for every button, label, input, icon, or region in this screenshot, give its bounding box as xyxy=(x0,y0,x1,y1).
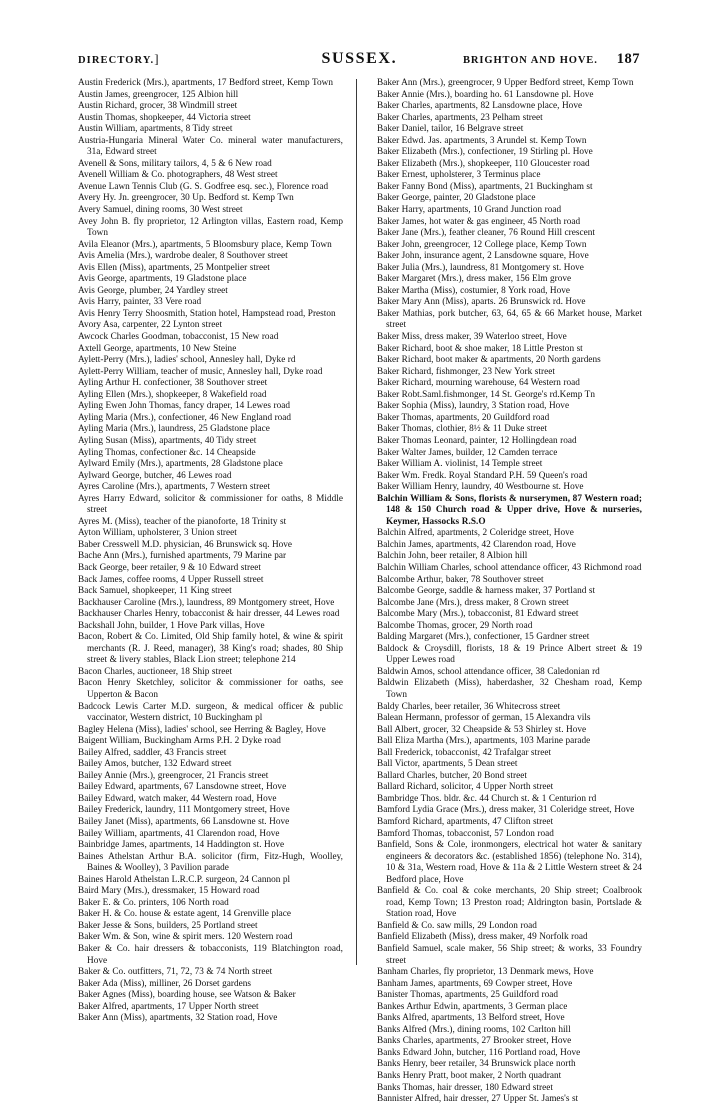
directory-entry: Ball Albert, grocer, 32 Cheapside & 53 Shirley st. Hove xyxy=(377,724,587,735)
directory-entry: Bache Ann (Mrs.), furnished apartments, 79 Marine par xyxy=(78,551,287,562)
directory-entry: Baldwin Amos, school attendance officer, 38 Caledonian rd xyxy=(377,666,600,677)
directory-entry: Austin Frederick (Mrs.), apartments, 17 Bedford street, Kemp Town xyxy=(78,78,333,88)
directory-entry: Banham James, apartments, 69 Cowper street, Hove xyxy=(377,978,573,989)
directory-entry: Balding Margaret (Mrs.), confectioner, 15 Gardner street xyxy=(377,632,590,643)
directory-entry: Baker & Co. outfitters, 71, 72, 73 & 74 North street xyxy=(78,967,273,978)
directory-entry: Baird Mary (Mrs.), dressmaker, 15 Howard road xyxy=(78,886,260,897)
directory-entry: Balchin James, apartments, 42 Clarendon road, Hove xyxy=(377,539,576,550)
directory-entry: Aylett-Perry William, teacher of music, Annesley hall, Dyke road xyxy=(78,366,323,377)
running-head-county-title: SUSSEX. xyxy=(321,50,398,67)
directory-entry: Baker Jane (Mrs.), feather cleaner, 76 Round Hill crescent xyxy=(377,228,595,239)
directory-entry: Baker Richard, boot & shoe maker, 18 Little Preston st xyxy=(377,343,583,354)
directory-entry: Ayling Maria (Mrs.), laundress, 25 Gladstone place xyxy=(78,424,270,435)
directory-entry: Baker Julia (Mrs.), laundress, 81 Montgomery st. Hove xyxy=(377,262,584,273)
directory-entry: Banham Charles, fly proprietor, 13 Denmark mews, Hove xyxy=(377,967,594,978)
directory-entry: Austin William, apartments, 8 Tidy street xyxy=(78,124,233,135)
directory-entry: Ayling Ewen John Thomas, fancy draper, 14 Lewes road xyxy=(78,401,290,412)
directory-entry: Austin Richard, grocer, 38 Windmill street xyxy=(78,101,238,112)
directory-entry: Bannister Alfred, hair dresser, 27 Upper St. James's st xyxy=(377,1094,579,1105)
directory-entry: Ayres M. (Miss), teacher of the pianoforte, 18 Trinity st xyxy=(78,516,287,527)
directory-entry: Baker H. & Co. house & estate agent, 14 Grenville place xyxy=(78,909,291,920)
directory-entry: Baker George, painter, 20 Gladstone place xyxy=(377,193,536,204)
directory-entry: Baker Miss, dress maker, 39 Waterloo street, Hove xyxy=(377,332,567,343)
directory-entry: Bamford Lydia Grace (Mrs.), dress maker, 31 Coleridge street, Hove xyxy=(377,805,635,816)
directory-entry: Ayling Thomas, confectioner &c. 14 Cheapside xyxy=(78,447,256,458)
directory-entry: Banfield & Co. saw mills, 29 London road xyxy=(377,920,537,931)
directory-entry: Bailey Frederick, laundry, 111 Montgomery street, Hove xyxy=(78,805,290,816)
directory-entry: Avory Asa, carpenter, 22 Lynton street xyxy=(78,320,223,331)
directory-entry: Bagley Helena (Miss), ladies' school, see Herring & Bagley, Hove xyxy=(78,724,326,735)
directory-entry: Backhauser Charles Henry, tobacconist & hair dresser, 44 Lewes road xyxy=(78,609,340,620)
directory-entry: Axtell George, apartments, 10 New Steine xyxy=(78,343,237,354)
directory-entry: Balcombe George, saddle & harness maker, 37 Portland st xyxy=(377,586,596,597)
directory-entry: Baker Wm. Fredk. Royal Standard P.H. 59 Queen's road xyxy=(377,470,588,481)
directory-entry: Ball Frederick, tobacconist, 42 Trafalgar street xyxy=(377,747,552,758)
directory-entry: Balchin Alfred, apartments, 2 Coleridge street, Hove xyxy=(377,528,574,539)
directory-entry: Baines Athelstan Arthur B.A. solicitor (firm, Fitz-Hugh, Woolley, Baines & Woolley), 3 Pavilion parade xyxy=(78,851,343,874)
directory-entry: Baker Mathias, pork butcher, 63, 64, 65 & 66 Market house, Market street xyxy=(377,308,642,331)
directory-entry: Baigent William, Buckingham Arms P.H. 2 Dyke road xyxy=(78,736,281,747)
directory-entry: Baker John, greengrocer, 12 College place, Kemp Town xyxy=(377,239,587,250)
directory-entry: Balchin William & Sons, florists & nurserymen, 87 Western road; 148 & 150 Church road & Upper drive, Hove & nurseries, Keymer, Hassocks R.S.O xyxy=(377,493,642,527)
directory-entry: Baker Annie (Mrs.), boarding ho. 61 Lansdowne pl. Hove xyxy=(377,89,594,100)
directory-entry: Banks Thomas, hair dresser, 180 Edward street xyxy=(377,1082,553,1093)
directory-entry: Bamford Richard, apartments, 47 Clifton street xyxy=(377,817,554,827)
directory-entry: Baber Cresswell M.D. physician, 46 Brunswick sq. Hove xyxy=(78,539,293,550)
directory-entry: Balcombe Mary (Mrs.), tobacconist, 81 Edward street xyxy=(377,609,579,620)
column-gutter xyxy=(343,78,377,998)
directory-entry: Baker Alfred, apartments, 17 Upper North street xyxy=(78,1001,259,1012)
directory-entry: Ball Eliza Martha (Mrs.), apartments, 103 Marine parade xyxy=(377,736,591,747)
directory-entry: Baker Harry, apartments, 10 Grand Junction road xyxy=(377,205,562,216)
directory-entry: Backshall John, builder, 1 Hove Park villas, Hove xyxy=(78,620,265,631)
directory-entry: Baker James, hot water & gas engineer, 45 North road xyxy=(377,216,581,227)
directory-entry: Avery Hy. Jn. greengrocer, 30 Up. Bedford st. Kemp Twn xyxy=(78,193,294,204)
directory-entry: Bailey Annie (Mrs.), greengrocer, 21 Francis street xyxy=(78,770,269,781)
directory-entry: Badcock Lewis Carter M.D. surgeon, & medical officer & public vaccinator, Western district, 10 Buckingham pl xyxy=(78,701,343,724)
directory-entry: Baker Elizabeth (Mrs.), shopkeeper, 110 Gloucester road xyxy=(377,158,590,169)
directory-entry: Banks Alfred, apartments, 13 Belford street, Hove xyxy=(377,1013,565,1024)
directory-entry: Austin Thomas, shopkeeper, 44 Victoria street xyxy=(78,112,251,123)
directory-entry: Baker Ada (Miss), milliner, 26 Dorset gardens xyxy=(78,978,252,989)
directory-entry: Backhauser Caroline (Mrs.), laundress, 89 Montgomery street, Hove xyxy=(78,597,335,608)
directory-entry: Ayres Harry Edward, solicitor & commissioner for oaths, 8 Middle street xyxy=(78,493,343,516)
directory-entry: Bankes Arthur Edwin, apartments, 3 German place xyxy=(377,1001,568,1012)
directory-entry: Balean Hermann, professor of german, 15 Alexandra vils xyxy=(377,713,591,724)
directory-entry: Avenue Lawn Tennis Club (G. S. Godfree esq. sec.), Florence road xyxy=(78,181,329,192)
directory-entry: Back James, coffee rooms, 4 Upper Russell street xyxy=(78,574,264,585)
directory-entry: Aylward George, butcher, 46 Lewes road xyxy=(78,470,232,481)
directory-entry: Baker Charles, apartments, 23 Pelham street xyxy=(377,112,543,123)
directory-entry: Ayton William, upholsterer, 3 Union street xyxy=(78,528,237,539)
directory-entry: Baker Martha (Miss), costumier, 8 York road, Hove xyxy=(377,285,571,296)
directory-entry: Baker John, insurance agent, 2 Lansdowne square, Hove xyxy=(377,251,589,262)
directory-entry: Banks Henry Pratt, boot maker, 2 North quadrant xyxy=(377,1071,562,1082)
directory-entry: Banfield Samuel, scale maker, 56 Ship street; & works, 33 Foundry street xyxy=(377,944,642,966)
directory-entry: Balcombe Thomas, grocer, 29 North road xyxy=(377,620,533,631)
directory-entry: Baker Sophia (Miss), laundry, 3 Station road, Hove xyxy=(377,401,570,412)
directory-entry: Back George, beer retailer, 9 & 10 Edward street xyxy=(78,562,261,573)
directory-column-left xyxy=(78,78,343,1025)
directory-entry: Bailey Amos, butcher, 132 Edward street xyxy=(78,759,232,770)
directory-entry: Baker Edwd. Jas. apartments, 3 Arundel st. Kemp Town xyxy=(377,135,587,146)
directory-entry: Baker Ernest, upholsterer, 3 Terminus place xyxy=(377,170,541,181)
directory-columns xyxy=(78,78,642,1105)
directory-entry: Balcombe Arthur, baker, 78 Southover street xyxy=(377,574,544,585)
directory-entry: Avis Amelia (Mrs.), wardrobe dealer, 8 Southover street xyxy=(78,251,288,262)
directory-entry: Bailey Janet (Miss), apartments, 66 Lansdowne st. Hove xyxy=(78,817,290,827)
directory-entry: Avis Henry Terry Shoosmith, Station hotel, Hampstead road, Preston xyxy=(78,308,336,319)
directory-entry: Baker Thomas, clothier, 8½ & 11 Duke street xyxy=(377,424,548,435)
directory-entry: Balchin William Charles, school attendance officer, 43 Richmond road xyxy=(377,562,642,573)
directory-entry: Avis Ellen (Miss), apartments, 25 Montpelier street xyxy=(78,262,270,273)
directory-entry: Baldy Charles, beer retailer, 36 Whitecross street xyxy=(377,701,561,712)
directory-entry: Banks Charles, apartments, 27 Brooker street, Hove xyxy=(377,1036,572,1047)
directory-entry: Avila Eleanor (Mrs.), apartments, 5 Bloomsbury place, Kemp Town xyxy=(78,239,332,250)
directory-entry: Ayling Susan (Miss), apartments, 40 Tidy street xyxy=(78,435,257,446)
directory-entry: Baker Ann (Miss), apartments, 32 Station road, Hove xyxy=(78,1013,278,1024)
directory-entry: Baker Richard, boot maker & apartments, 20 North gardens xyxy=(377,355,601,366)
directory-entry: Banfield, Sons & Cole, ironmongers, electrical hot water & sanitary engineers & decorators &c. (established 1856) (telephone No. 314), 10 & 31a, Western road, Hove & 11a & 2 Little Western street & 24 Bedford place, Hove xyxy=(377,840,642,885)
directory-entry: Bambridge Thos. bldr. &c. 44 Church st. & 1 Centurion rd xyxy=(377,793,597,804)
directory-entry: Bailey Alfred, saddler, 43 Francis street xyxy=(78,747,227,758)
directory-entry: Banks Alfred (Mrs.), dining rooms, 102 Carlton hill xyxy=(377,1024,571,1035)
directory-entry: Avenell & Sons, military tailors, 4, 5 & 6 New road xyxy=(78,158,272,169)
directory-entry: Ayling Maria (Mrs.), confectioner, 46 New England road xyxy=(78,412,292,423)
directory-entry: Bacon Charles, auctioneer, 18 Ship street xyxy=(78,666,233,677)
directory-entry: Baker Richard, mourning warehouse, 64 Western road xyxy=(377,378,580,389)
directory-entry: Baines Harold Athelstan L.R.C.P. surgeon, 24 Cannon pl xyxy=(78,874,291,885)
directory-entry: Bacon, Robert & Co. Limited, Old Ship family hotel, & wine & spirit merchants (R. J. Reed, manager), 38 King's road; shades, 80 Ship street & livery stables, Black Lion street; telephone 214 xyxy=(78,632,343,666)
directory-entry: Austin James, greengrocer, 125 Albion hill xyxy=(78,89,239,100)
directory-entry: Bacon Henry Sketchley, solicitor & commissioner for oaths, see Upperton & Bacon xyxy=(78,678,343,700)
directory-entry: Banfield & Co. coal & coke merchants, 20 Ship street; Coalbrook road, Kemp Town; 13 Preston road; Aldrington basin, Portslade & Station road, Hove xyxy=(377,886,642,920)
directory-entry: Baker Thomas Leonard, painter, 12 Hollingdean road xyxy=(377,435,577,446)
directory-entry: Baker Thomas, apartments, 20 Guildford road xyxy=(377,412,550,423)
directory-entry: Back Samuel, shopkeeper, 11 King street xyxy=(78,586,232,597)
directory-entry: Banks Henry, beer retailer, 34 Brunswick place north xyxy=(377,1059,576,1070)
directory-entry: Baker Walter James, builder, 12 Camden terrace xyxy=(377,447,558,458)
directory-entry: Avenell William & Co. photographers, 48 West street xyxy=(78,170,278,181)
directory-entry: Baldwin Elizabeth (Miss), haberdasher, 32 Chesham road, Kemp Town xyxy=(377,678,642,700)
directory-entry: Banister Thomas, apartments, 25 Guildford road xyxy=(377,990,559,1001)
directory-entry: Baker William Henry, laundry, 40 Westbourne st. Hove xyxy=(377,482,584,493)
directory-column-right xyxy=(377,78,642,1106)
directory-entry: Avis Harry, painter, 33 Vere road xyxy=(78,297,202,308)
running-head xyxy=(78,50,640,72)
directory-entry: Baker Fanny Bond (Miss), apartments, 21 Buckingham st xyxy=(377,181,593,192)
running-head-right-group xyxy=(463,51,640,68)
directory-entry: Banks Edward John, butcher, 116 Portland road, Hove xyxy=(377,1047,581,1058)
directory-entry: Balchin John, beer retailer, 8 Albion hill xyxy=(377,551,528,562)
directory-entry: Baker Ann (Mrs.), greengrocer, 9 Upper Bedford street, Kemp Town xyxy=(377,78,634,88)
directory-entry: Bailey Edward, apartments, 67 Lansdowne street, Hove xyxy=(78,782,287,793)
directory-entry: Baker William A. violinist, 14 Temple street xyxy=(377,459,543,470)
directory-entry: Baker Daniel, tailor, 16 Belgrave street xyxy=(377,124,524,135)
directory-entry: Awcock Charles Goodman, tobacconist, 15 New road xyxy=(78,332,279,343)
directory-entry: Ayres Caroline (Mrs.), apartments, 7 Western street xyxy=(78,482,271,493)
directory-entry: Aylett-Perry (Mrs.), ladies' school, Annesley hall, Dyke rd xyxy=(78,355,296,366)
directory-entry: Ayling Arthur H. confectioner, 38 Southover street xyxy=(78,378,268,389)
running-head-section-text: DIRECTORY. xyxy=(78,55,155,66)
directory-entry: Baker Richard, fishmonger, 23 New York street xyxy=(377,366,555,377)
directory-entry: Baker Margaret (Mrs.), dress maker, 156 Elm grove xyxy=(377,274,572,285)
running-head-section-label xyxy=(78,51,160,67)
directory-entry: Baker & Co. hair dressers & tobacconists, 119 Blatchington road, Hove xyxy=(78,944,343,966)
directory-entry: Baker Elizabeth (Mrs.), confectioner, 19 Stirling pl. Hove xyxy=(377,147,593,158)
directory-entry: Baker Jesse & Sons, builders, 25 Portland street xyxy=(78,920,258,931)
directory-entry: Austria-Hungaria Mineral Water Co. mineral water manufacturers, 31a, Edward street xyxy=(78,135,343,158)
directory-entry: Baker Charles, apartments, 82 Lansdowne place, Hove xyxy=(377,101,583,112)
directory-entry: Ballard Richard, solicitor, 4 Upper North street xyxy=(377,782,554,793)
directory-entry: Avis George, plumber, 24 Yardley street xyxy=(78,285,228,296)
directory-entry: Avery Samuel, dining rooms, 30 West street xyxy=(78,205,243,216)
directory-entry: Baker Mary Ann (Miss), aparts. 26 Brunswick rd. Hove xyxy=(377,297,586,308)
running-head-bracket: ] xyxy=(154,51,160,66)
column-divider-rule xyxy=(356,79,357,965)
directory-entry: Bailey William, apartments, 41 Clarendon road, Hove xyxy=(78,828,280,839)
directory-entry: Balcombe Jane (Mrs.), dress maker, 8 Crown street xyxy=(377,597,569,608)
directory-entry: Ayling Ellen (Mrs.), shopkeeper, 8 Wakefield road xyxy=(78,389,267,400)
directory-entry: Ballard Charles, butcher, 20 Bond street xyxy=(377,770,527,781)
directory-entry: Baker E. & Co. printers, 106 North road xyxy=(78,897,229,908)
directory-entry: Bailey Edward, watch maker, 44 Western road, Hove xyxy=(78,793,277,804)
directory-entry: Banfield Elizabeth (Miss), dress maker, 49 Norfolk road xyxy=(377,932,588,943)
directory-entry: Avey John B. fly proprietor, 12 Arlington villas, Eastern road, Kemp Town xyxy=(78,216,343,239)
directory-entry: Baker Wm. & Son, wine & spirit mers. 120 Western road xyxy=(78,932,293,943)
directory-entry: Bamford Thomas, tobacconist, 57 London road xyxy=(377,828,554,839)
directory-entry: Avis George, apartments, 19 Gladstone place xyxy=(78,274,247,285)
page-number: 187 xyxy=(616,51,640,67)
directory-entry: Ball Victor, apartments, 5 Dean street xyxy=(377,759,518,770)
directory-entry: Baldock & Croysdill, florists, 18 & 19 Prince Albert street & 19 Upper Lewes road xyxy=(377,643,642,666)
directory-entry: Baker Robt.Saml.fishmonger, 14 St. George's rd.Kemp Tn xyxy=(377,389,595,400)
directory-entry: Bainbridge James, apartments, 14 Haddington st. Hove xyxy=(78,840,285,851)
directory-entry: Baker Agnes (Miss), boarding house, see Watson & Baker xyxy=(78,990,296,1001)
directory-entry: Aylward Emily (Mrs.), apartments, 28 Gladstone place xyxy=(78,459,283,470)
running-head-place: BRIGHTON AND HOVE. xyxy=(463,55,598,66)
